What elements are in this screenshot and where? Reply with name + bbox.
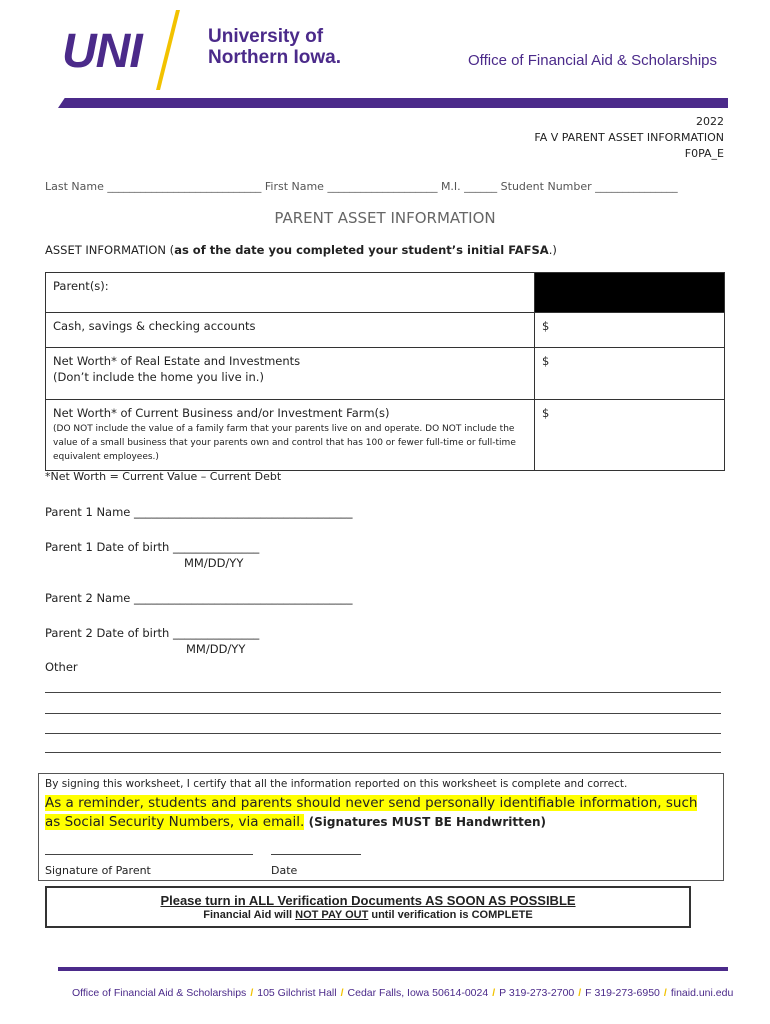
signature-line[interactable] bbox=[45, 854, 253, 855]
form-code: F0PA_E bbox=[684, 147, 724, 160]
table-row bbox=[46, 348, 725, 400]
footer-divider bbox=[58, 967, 728, 971]
header-black-cell bbox=[535, 273, 725, 313]
footer-website-link[interactable]: finaid.uni.edu bbox=[670, 987, 734, 999]
parents-label: Parent(s): bbox=[46, 273, 535, 313]
form-title: FA V PARENT ASSET INFORMATION bbox=[534, 131, 724, 144]
header-divider bbox=[58, 98, 728, 108]
uni-logo bbox=[62, 10, 362, 90]
parent2-dob-field[interactable]: Parent 2 Date of birth _______________ bbox=[45, 626, 260, 640]
amount-field[interactable]: $ bbox=[535, 400, 725, 471]
parent2-name-field[interactable]: Parent 2 Name ______________________________________ bbox=[45, 591, 353, 605]
row-label: Net Worth* of Current Business and/or Investment Farm(s) (DO NOT include the value of a family farm that your parents live on and operate. DO NOT include the value of a small business that your parents own and control that has 100 or fewer full-time or full-time equivalent employees.) bbox=[46, 400, 535, 471]
form-meta bbox=[534, 114, 724, 162]
other-line-4[interactable] bbox=[45, 752, 721, 753]
other-line-3[interactable] bbox=[45, 733, 721, 734]
section-title: PARENT ASSET INFORMATION bbox=[274, 209, 496, 227]
asset-table bbox=[45, 272, 725, 471]
signature-box bbox=[38, 773, 724, 881]
row-label: Cash, savings & checking accounts bbox=[46, 313, 535, 348]
date-label: Date bbox=[271, 864, 298, 877]
other-line-2[interactable] bbox=[45, 713, 721, 714]
student-name-fields[interactable]: Last Name ____________________________ First Name ____________________ M.I. ______ Student Number _______________ bbox=[45, 180, 678, 193]
amount-field[interactable]: $ bbox=[535, 313, 725, 348]
logo-university-name: University of Northern Iowa. bbox=[208, 26, 342, 68]
logo-slash bbox=[156, 10, 180, 90]
parent1-name-field[interactable]: Parent 1 Name ______________________________________ bbox=[45, 505, 353, 519]
certify-text: By signing this worksheet, I certify that all the information reported on this worksheet is complete and correct. bbox=[45, 778, 628, 790]
table-row bbox=[46, 313, 725, 348]
parent1-dob-field[interactable]: Parent 1 Date of birth _______________ bbox=[45, 540, 260, 554]
table-row bbox=[46, 400, 725, 471]
reminder-text: As a reminder, students and parents should never send personally identifiable information, such as Social Security Numbers, via email. (Signatures MUST BE Handwritten) bbox=[45, 795, 698, 830]
form-year: 2022 bbox=[696, 115, 724, 128]
footer: Office of Financial Aid & Scholarships / 105 Gilchrist Hall / Cedar Falls, Iowa 50614-0024 / P 319-273-2700 / F 319-273-6950 / finaid.uni.edu bbox=[72, 987, 734, 999]
logo-uni-text: UNI bbox=[62, 25, 142, 78]
notice-line-1: Please turn in ALL Verification Documents AS SOON AS POSSIBLE bbox=[160, 893, 576, 908]
verification-notice bbox=[45, 886, 691, 928]
parent1-dob-format: MM/DD/YY bbox=[184, 556, 244, 570]
amount-field[interactable]: $ bbox=[535, 348, 725, 400]
row-label: Net Worth* of Real Estate and Investments (Don’t include the home you live in.) bbox=[46, 348, 535, 400]
other-label: Other bbox=[45, 660, 78, 674]
table-header-row bbox=[46, 273, 725, 313]
notice-line-2: Financial Aid will NOT PAY OUT until verification is COMPLETE bbox=[203, 909, 533, 921]
signature-label: Signature of Parent bbox=[45, 864, 151, 877]
row-note: (DO NOT include the value of a family farm that your parents live on and operate. DO NOT include the value of a small business that your parents own and control that has 100 or fewer full-time or full-time equivalent employees.) bbox=[53, 424, 516, 462]
parent2-dob-format: MM/DD/YY bbox=[186, 642, 246, 656]
networth-note: *Net Worth = Current Value – Current Debt bbox=[45, 470, 282, 483]
asset-intro: ASSET INFORMATION (as of the date you completed your student’s initial FAFSA.) bbox=[45, 243, 557, 257]
date-line[interactable] bbox=[271, 854, 361, 855]
office-title: Office of Financial Aid & Scholarships bbox=[468, 52, 718, 69]
other-line-1[interactable] bbox=[45, 692, 721, 693]
